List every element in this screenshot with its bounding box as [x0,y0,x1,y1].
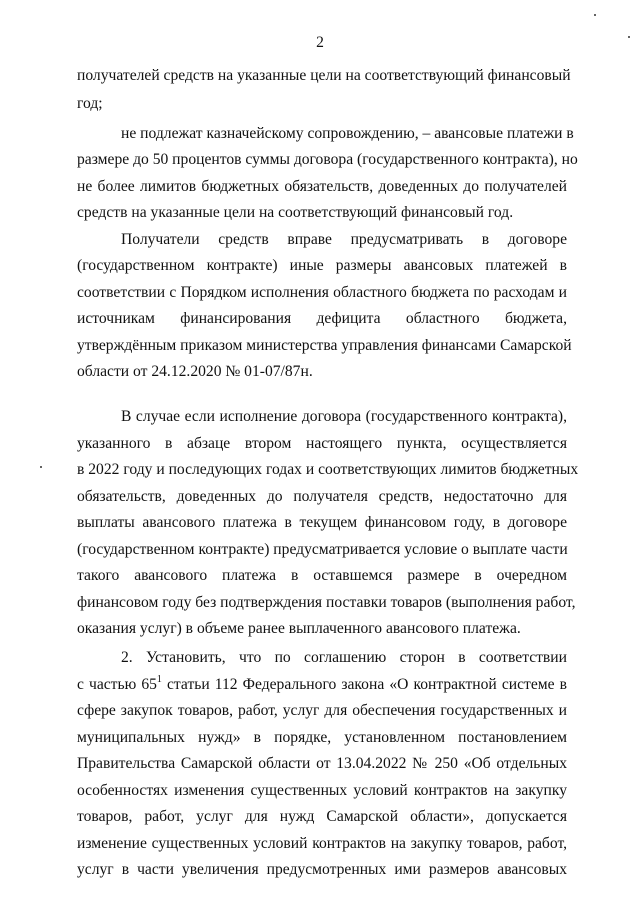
text-line: оказания услуг) в объеме ранее выплаченного авансового платежа. [77,620,521,637]
text-line: (государственном контракте) иные размеры авансовых платежей в [77,257,567,274]
text-part: с частью 65 [77,676,157,693]
text-line: Правительства Самарской области от 13.04.2022 № 250 «Об отдельных [77,755,567,772]
text-line: услуг в части увеличения предусмотренных ими размеров авансовых [77,861,567,878]
text-line: не подлежат казначейскому сопровождению, – авансовые платежи в [121,125,574,142]
text-line: В случае если исполнение договора (государственного контракта), [121,408,567,425]
text-line: особенностях изменения существенных условий контрактов на закупку [77,782,567,799]
text-line: изменение существенных условий контрактов на закупку товаров, работ, [77,835,567,852]
text-line: источникам финансирования дефицита областного бюджета, [77,310,567,327]
text-line: не более лимитов бюджетных обязательств, доведенных до получателей [77,178,567,195]
text-line: финансовом году без подтверждения поставки товаров (выполнения работ, [77,594,576,611]
scan-speck [628,36,630,38]
text-line: соответствии с Порядком исполнения областного бюджета по расходам и [77,284,567,301]
text-line: товаров, работ, услуг для нужд Самарской области», допускается [77,808,567,825]
text-line: области от 24.12.2020 № 01-07/87н. [77,363,313,380]
text-part: статьи 112 Федерального закона «О контрактной системе в [161,676,567,693]
scan-speck [594,14,596,16]
text-line: Получатели средств вправе предусматривать в договоре [121,231,567,248]
text-line: выплаты авансового платежа в текущем финансовом году, в договоре [77,514,567,531]
text-line-with-superscript [77,675,567,695]
text-line: получателей средств на указанные цели на соответствующий финансовый [77,67,571,84]
text-line: год; [77,95,103,112]
text-line: 2. Установить, что по соглашению сторон в соответствии [121,649,567,666]
text-line: утверждённым приказом министерства управления финансами Самарской [77,337,572,354]
page-number: 2 [316,34,324,51]
text-line: в 2022 году и последующих годах и соответствующих лимитов бюджетных [77,461,579,478]
text-line: сферe закупок товаров, работ, услуг для обеспечения государственных и [77,702,567,719]
text-line: размере до 50 процентов суммы договора (государственного контракта), но [77,151,578,168]
text-line: муниципальных нужд» в порядке, установленном постановлением [77,729,567,746]
superscript: 1 [156,673,162,685]
text-line: (государственном контракте) предусматривается условие о выплате части [77,541,568,558]
text-line: такого авансового платежа в оставшемся размере в очередном [77,567,567,584]
text-line: указанного в абзаце втором настоящего пункта, осуществляется [77,435,567,452]
scan-speck [40,466,42,468]
text-line: обязательств, доведенных до получателя средств, недостаточно для [77,488,567,505]
text-line: средств на указанные цели на соответствующий финансовый год. [77,204,514,221]
